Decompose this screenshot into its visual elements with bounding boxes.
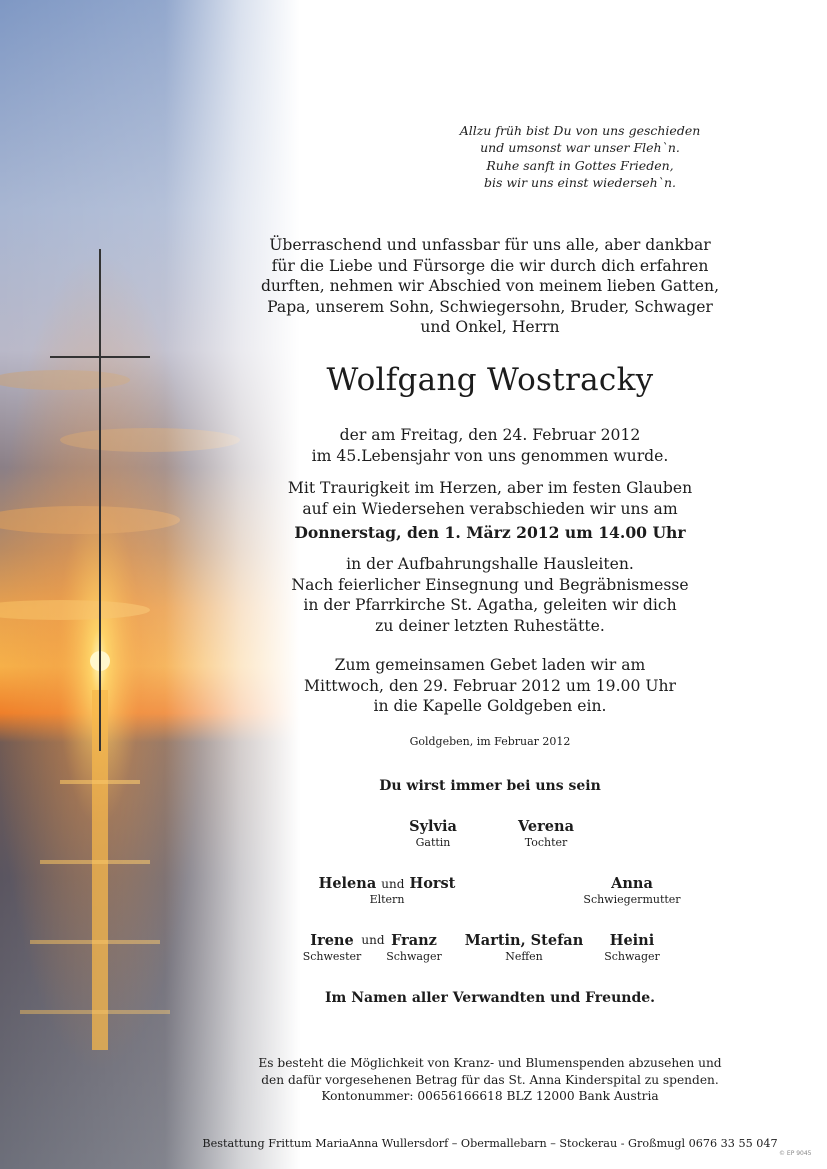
mourner-name: Verena xyxy=(518,818,574,835)
prayer-paragraph xyxy=(220,655,760,717)
service-line: in der Aufbahrungshalle Hausleiten. xyxy=(346,555,634,573)
intro-line: Überraschend und unfassbar für uns alle, aber dankbar xyxy=(269,236,711,254)
mourner-relation: Gattin xyxy=(415,836,451,849)
mourner-heini xyxy=(598,932,666,963)
mourner-relation: Eltern xyxy=(369,893,405,906)
service-line: zu deiner letzten Ruhestätte. xyxy=(375,616,605,635)
mourner-name: Heini xyxy=(609,932,655,949)
mourner-franz xyxy=(382,932,446,963)
cross-vertical-bar xyxy=(99,249,101,751)
motto-line: Allzu früh bist Du von uns geschieden xyxy=(459,123,701,138)
conjunction: und xyxy=(361,933,385,947)
mourner-name: Sylvia xyxy=(409,818,457,835)
motto-verse xyxy=(430,122,730,191)
place-date: Goldgeben, im Februar 2012 xyxy=(409,735,571,748)
mourner-relation: Schwiegermutter xyxy=(583,893,681,906)
always-heading: Du wirst immer bei uns sein xyxy=(379,778,601,794)
passing-line: im 45.Lebensjahr von uns genommen wurde. xyxy=(311,446,669,465)
mourner-relation: Tochter xyxy=(524,836,568,849)
mourner-martin-stefan xyxy=(458,932,590,963)
prayer-line: Zum gemeinsamen Gebet laden wir am xyxy=(334,656,646,674)
intro-line: für die Liebe und Fürsorge die wir durch dich erfahren xyxy=(271,256,709,275)
service-line: Nach feierlicher Einsegnung und Begräbnismesse xyxy=(291,575,689,594)
donation-line: Es besteht die Möglichkeit von Kranz- und Blumenspenden abzusehen und xyxy=(258,1056,722,1070)
mourner-relation: Schwager xyxy=(604,950,660,963)
motto-line: bis wir uns einst wiederseh`n. xyxy=(484,174,676,190)
mourner-verena xyxy=(496,818,596,849)
passing-line: der am Freitag, den 24. Februar 2012 xyxy=(339,426,641,444)
mourner-sylvia xyxy=(383,818,483,849)
passing-paragraph xyxy=(220,425,760,466)
mourner-relation: Schwester xyxy=(302,950,362,963)
donation-line: Kontonummer: 00656166618 BLZ 12000 Bank Austria xyxy=(321,1089,659,1103)
conjunction: und xyxy=(381,877,405,891)
cross-horizontal-bar xyxy=(50,356,150,358)
mourner-helena-horst xyxy=(307,875,467,906)
mourner-irene xyxy=(297,932,367,963)
service-paragraph xyxy=(220,554,760,636)
intro-line: und Onkel, Herrn xyxy=(420,318,560,337)
donation-line: den dafür vorgesehenen Betrag für das St. Anna Kinderspital zu spenden. xyxy=(261,1072,719,1087)
funeral-date: Donnerstag, den 1. März 2012 um 14.00 Uhr xyxy=(294,523,686,543)
intro-paragraph xyxy=(220,235,760,338)
deceased-name: Wolfgang Wostracky xyxy=(326,362,654,398)
donation-paragraph xyxy=(220,1055,760,1105)
farewell-paragraph xyxy=(220,478,760,544)
mourner-anna xyxy=(572,875,692,906)
prayer-line: Mittwoch, den 29. Februar 2012 um 19.00 Uhr xyxy=(304,676,676,695)
intro-line: durften, nehmen wir Abschied von meinem lieben Gatten, xyxy=(260,277,720,296)
mourner-name: Helena xyxy=(318,875,377,892)
service-line: in der Pfarrkirche St. Agatha, geleiten wir dich xyxy=(303,596,677,615)
motto-line: und umsonst war unser Fleh`n. xyxy=(480,140,680,156)
closing-line: Im Namen aller Verwandten und Freunde. xyxy=(324,990,656,1006)
farewell-line: auf ein Wiedersehen verabschieden wir uns am xyxy=(302,499,678,518)
intro-line: Papa, unserem Sohn, Schwiegersohn, Bruder, Schwager xyxy=(267,297,713,316)
print-code: © EP 9045 xyxy=(779,1150,812,1157)
prayer-line: in die Kapelle Goldgeben ein. xyxy=(373,697,607,716)
funeral-home-footer: Bestattung Frittum MariaAnna Wullersdorf – Obermallebarn – Stockerau - Großmugl 0676 33 55 047 xyxy=(202,1137,778,1150)
mourner-name: Irene xyxy=(310,932,354,949)
farewell-line: Mit Traurigkeit im Herzen, aber im festen Glauben xyxy=(287,479,693,497)
mourner-name: Franz xyxy=(391,932,437,949)
motto-line: Ruhe sanft in Gottes Frieden, xyxy=(486,157,674,173)
mourner-relation: Neffen xyxy=(505,950,543,963)
mourner-name: Horst xyxy=(409,875,456,892)
mourner-name: Martin, Stefan xyxy=(464,932,584,949)
mourner-relation: Schwager xyxy=(386,950,442,963)
mourner-name: Anna xyxy=(611,875,653,892)
